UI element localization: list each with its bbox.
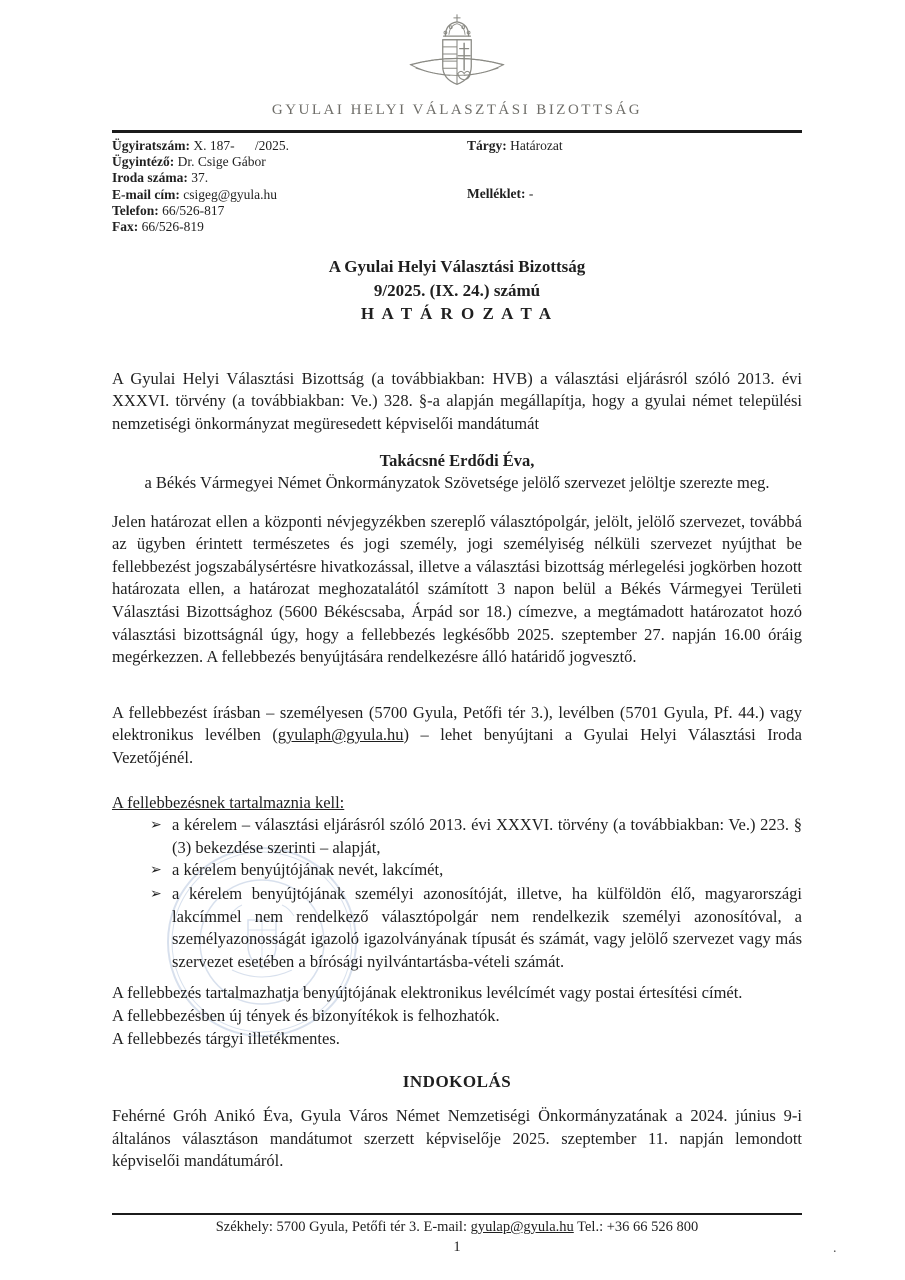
list-item: ➢ a kérelem – választási eljárásról szóló 2013. évi XXXVI. törvény (a továbbiakban: Ve.) 223. § (3) bekezdése szerinti – alapját, [112,814,802,859]
appeal-requirements-list [112,814,802,973]
fax-row: Fax: 66/526-819 [112,219,204,235]
phone-row: Telefon: 66/526-817 [112,202,225,218]
paragraph-appeal-rules: Jelen határozat ellen a központi névjegyzékben szereplő választópolgár, jelölt, jelölő szervezet, továbbá az ügyben érintett természetes és jogi személy, jogi személyiség nélküli szervezet nyújthat be fellebbezést jogszabálysértésre hivatkozással, illetve a választási bizottság mérlegelési jogkörben hozott határozata ellen, a határozat meghozatalától számított 3 napon belül a Békés Vármegyei Területi Választási Bizottsághoz (5600 Békéscsaba, Árpád sor 18.) címezve, a megtámadott határozatot hozó választási bizottságnál úgy, hogy a fellebbezés legkésőbb 2025. szeptember 27. napján 16.00 óráig megérkezzen. A fellebbezés benyújtására rendelkezésre álló határidő jogvesztő. [112,511,802,667]
list-item: ➢ a kérelem benyújtójának nevét, lakcímét, [112,859,802,883]
email-row: E-mail cím: csigeg@gyula.hu [112,186,278,202]
decision-title-line1: A Gyulai Helyi Választási Bizottság [328,257,586,277]
arrow-bullet-icon: ➢ [150,887,162,902]
decision-title [112,255,802,326]
page-number: 1 [453,1239,461,1255]
attachment-row: Melléklet: - [467,186,534,202]
case-number-row: Ügyiratszám: X. 187- /2025. [112,138,289,153]
mandate-holder-detail: a Békés Vármegyei Német Önkormányzatok Szövetsége jelölő szervezet jelöltje szerezte meg. [144,473,770,493]
appeal-email-link[interactable]: gyulaph@gyula.hu [277,725,404,745]
case-officer-row: Ügyintéző: Dr. Csige Gábor [112,154,266,170]
institution-name: GYULAI HELYI VÁLASZTÁSI BIZOTTSÁG [271,102,643,118]
paragraph-appeal-optional: A fellebbezés tartalmazhatja benyújtójának elektronikus levélcímét vagy postai értesítési címét. [112,983,743,1003]
office-number-row: Iroda száma: 37. [112,170,209,186]
page-footer [112,1213,837,1256]
arrow-bullet-icon: ➢ [150,818,162,834]
arrow-bullet-icon: ➢ [150,863,162,879]
justification-heading: INDOKOLÁS [402,1072,512,1092]
footer-contact: Székhely: 5700 Gyula, Petőfi tér 3. E-mail: gyulap@gyula.hu Tel.: +36 66 526 800 [215,1219,699,1235]
decision-title-line3: H A T Á R O Z A T A [360,304,554,324]
case-info-block [112,133,802,235]
mandate-holder-name: Takácsné Erdődi Éva, [379,450,535,470]
mandate-holder-block [112,450,802,495]
decision-title-line2: 9/2025. (IX. 24.) számú [373,280,541,300]
stray-dot: . [833,1241,837,1256]
paragraph-new-evidence: A fellebbezésben új tények és bizonyítékok is felhozhatók. [112,1005,500,1025]
paragraph-establishment: A Gyulai Helyi Választási Bizottság (a továbbiakban: HVB) a választási eljárásról szóló 2013. évi XXXVI. törvény (a továbbiakban: Ve.) 328. §-a alapján megállapítja, hogy a gyulai német települési nemzetiségi önkormányzat megüresedett képviselői mandátumát [112,368,802,433]
subject-row: Tárgy: Határozat [467,138,563,153]
list-item: ➢ a kérelem benyújtójának személyi azonosítóját, illetve, ha külföldön élő, magyarországi lakcímmel nem rendelkező választópolgár nem rendelkezik személyi azonosítóval, a személyazonosságát igazoló igazolványának típusát és számát, vagy jelölő szervezet vagy más szervezet esetében a bírósági nyilvántartásba-vételi számát. [112,883,802,973]
paragraph-appeal-submission: A fellebbezést írásban – személyesen (5700 Gyula, Petőfi tér 3.), levélben (5701 Gyula, Pf. 44.) vagy elektronikus levélben (gyulaph@gyula.hu) – lehet benyújtani a Gyulai Helyi Választási Iroda Vezetőjénél. [112,702,803,768]
paragraph-fee-exempt: A fellebbezés tárgyi illetékmentes. [112,1028,340,1048]
appeal-requirements-heading: A fellebbezésnek tartalmaznia kell: [112,792,345,812]
hungarian-coat-of-arms-icon [403,82,511,99]
paragraph-justification: Fehérné Gróh Anikó Éva, Gyula Város Német Nemzetiségi Önkormányzatának a 2024. június 9-i általános választáson mandátumot szerzett képviselője 2025. szeptember 11. napján lemondott képviselői mandátumáról. [112,1106,802,1171]
footer-email-link[interactable]: gyulap@gyula.hu [470,1219,574,1235]
